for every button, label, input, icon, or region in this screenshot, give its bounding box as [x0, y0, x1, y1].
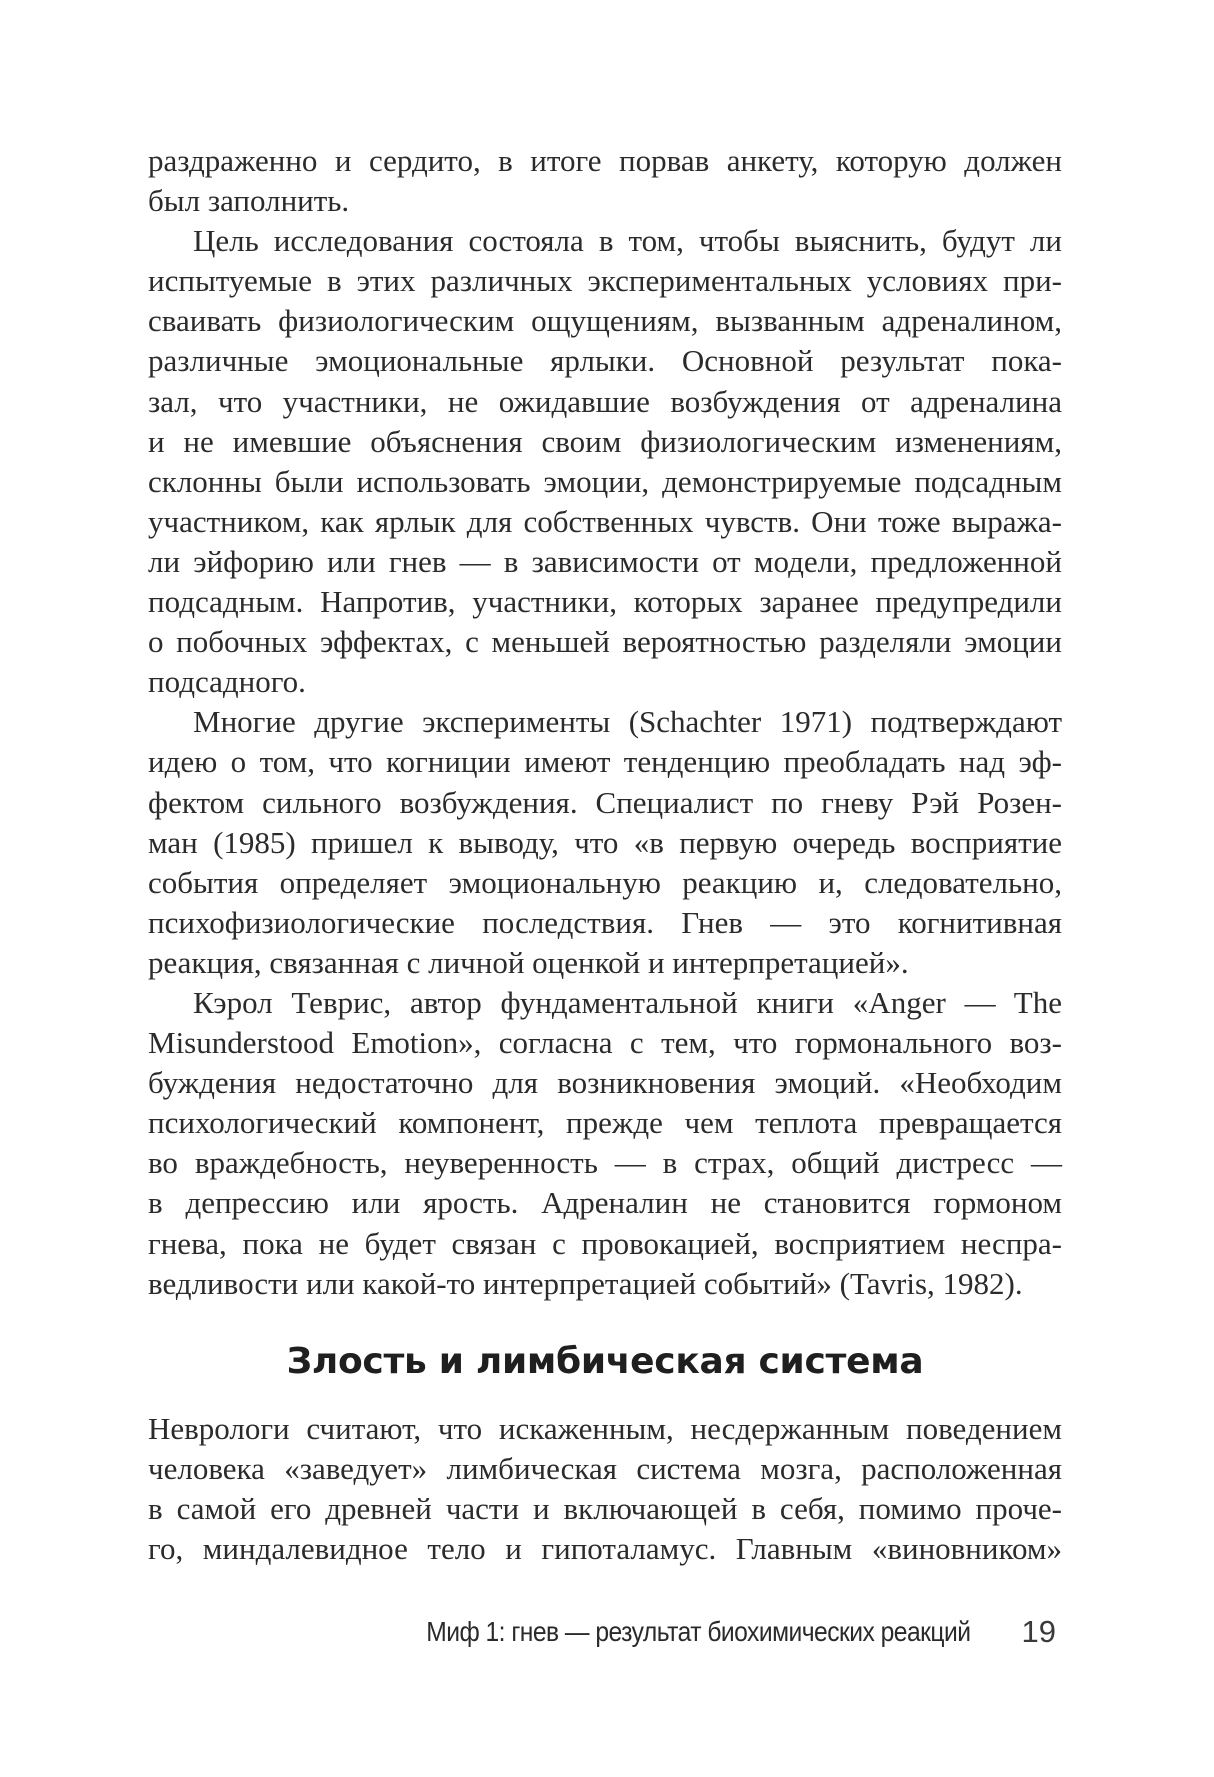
text-line: испытуемые в этих различных экспериментальных условиях при- — [148, 263, 1062, 299]
text-line: склонны были использовать эмоции, демонстрируемые подсадным — [148, 463, 1062, 499]
text-line: го, миндалевидное тело и гипоталамус. Главным «виновником» — [148, 1531, 1062, 1567]
text-line: в самой его древней части и включающей в себя, помимо проче- — [148, 1491, 1062, 1527]
running-title: Миф 1: гнев — результат биохимических реакций — [425, 1616, 970, 1647]
text-line: Кэрол Теврис, автор фундаментальной книги «Anger — The — [193, 984, 1062, 1020]
text-line: фектом сильного возбуждения. Специалист по гневу Рэй Розен- — [148, 784, 1062, 820]
text-line: ман (1985) пришел к выводу, что «в первую очередь восприятие — [148, 824, 1062, 860]
text-line: сваивать физиологическим ощущениям, вызванным адреналином, — [148, 303, 1062, 339]
body-text-bottom — [148, 1409, 1062, 1569]
text-line: человека «заведует» лимбическая система мозга, расположенная — [148, 1451, 1062, 1487]
text-line: был заполнить. — [148, 183, 350, 219]
text-line: и не имевшие объяснения своим физиологическим изменениям, — [148, 423, 1062, 459]
text-line: психофизиологические последствия. Гнев — это когнитивная — [148, 904, 1062, 940]
text-line: Неврологи считают, что искаженным, несдержанным поведением — [148, 1411, 1062, 1446]
running-footer — [148, 1615, 1062, 1655]
text-line: подсадного. — [148, 664, 306, 700]
text-line: Многие другие эксперименты (Schachter 1971) подтверждают — [193, 704, 1062, 740]
text-line: Цель исследования состояла в том, чтобы выяснить, будут ли — [193, 223, 1062, 259]
text-line: события определяет эмоциональную реакцию и, следовательно, — [148, 864, 1062, 900]
text-line: подсадным. Напротив, участники, которых заранее предупредили — [148, 584, 1062, 620]
text-line: гнева, пока не будет связан с провокацией, восприятием неспра- — [148, 1225, 1062, 1261]
text-line: участником, как ярлык для собственных чувств. Они тоже выража- — [148, 503, 1062, 539]
text-line: во враждебность, неуверенность — в страх, общий дистресс — — [148, 1145, 1062, 1181]
text-line: ли эйфорию или гнев — в зависимости от модели, предложенной — [148, 543, 1062, 579]
paragraph — [148, 983, 1062, 1304]
paragraph — [148, 141, 1062, 221]
text-line: о побочных эффектах, с меньшей вероятностью разделяли эмоции — [148, 624, 1062, 660]
text-line: психологический компонент, прежде чем теплота превращается — [148, 1105, 1062, 1141]
text-line: буждения недостаточно для возникновения эмоций. «Необходим — [148, 1065, 1062, 1101]
text-line: идею о том, что когниции имеют тенденцию преобладать над эф- — [148, 744, 1062, 780]
text-line: различные эмоциональные ярлыки. Основной результат пока- — [148, 343, 1062, 379]
paragraph — [148, 1409, 1062, 1569]
text-line: зал, что участники, не ожидавшие возбуждения от адреналина — [148, 383, 1062, 419]
text-line: реакция, связанная с личной оценкой и интерпретацией». — [148, 944, 909, 980]
text-line: Misunderstood Emotion», согласна с тем, что гормонального воз- — [148, 1025, 1062, 1061]
body-text-top — [148, 141, 1062, 1304]
text-line: в депрессию или ярость. Адреналин не становится гормоном — [148, 1185, 1062, 1221]
text-line: ведливости или какой-то интерпретацией событий» (Tavris, 1982). — [148, 1265, 1023, 1301]
text-line: раздраженно и сердито, в итоге порвав анкету, которую должен — [148, 143, 1062, 178]
paragraph — [148, 702, 1062, 983]
page-number: 19 — [1021, 1614, 1056, 1649]
paragraph — [148, 221, 1062, 702]
section-heading: Злость и лимбическая система — [286, 1341, 924, 1382]
